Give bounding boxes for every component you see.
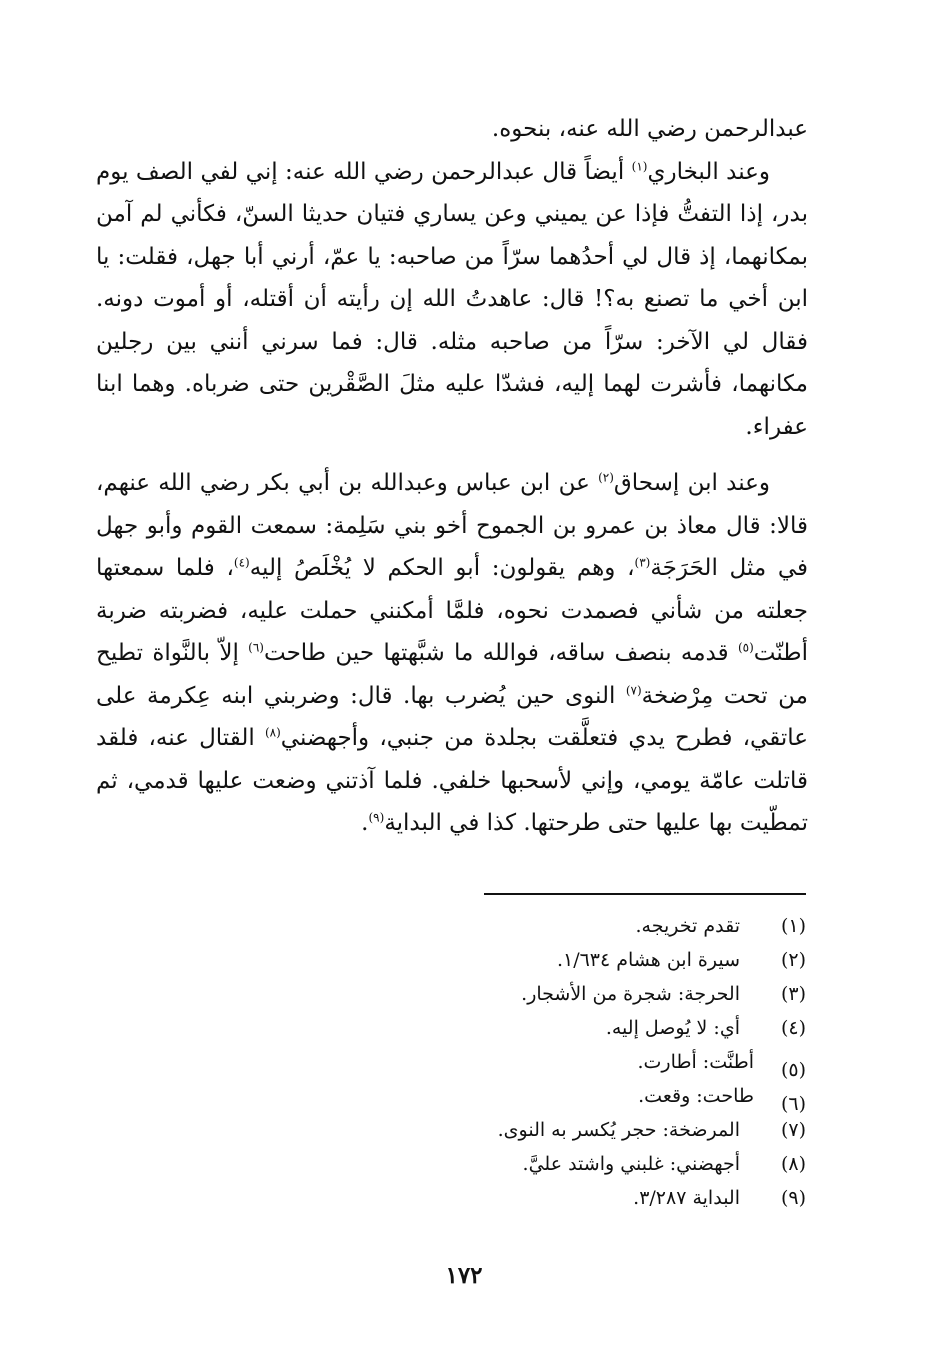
footnote-text: تقدم تخريجه. xyxy=(635,915,740,937)
footnote-text: طاحت: وقعت. xyxy=(638,1085,754,1107)
text-run: القتال عنه، فلقد قاتلت عامّة يومي، وإني لأسحبها خلفي. فلما آذتني وضعت عليها قدمي، ثم تمطّيت بها عليها حتى طرحتها. كذا في البداية xyxy=(96,725,808,836)
footnote-number: (٨) xyxy=(780,1153,806,1175)
footnote-ref[interactable]: (٩) xyxy=(368,810,385,825)
footnote-item xyxy=(400,978,806,1012)
footnote-item xyxy=(400,1114,806,1148)
footnote-ref[interactable]: (٣) xyxy=(634,555,651,570)
footnote-item xyxy=(400,1080,806,1114)
footnote-text: أي: لا يُوصل إليه. xyxy=(605,1017,740,1039)
text-run: وعند ابن إسحاق xyxy=(613,470,770,496)
footnote-item xyxy=(400,1148,806,1182)
footnote-number: (٩) xyxy=(780,1187,806,1209)
text-run: عن ابن عباس وعبدالله بن أبي بكر رضي الله عنهم، قالا: قال معاذ بن عمرو بن الجموح أخو بني سَلِمة: سمعت القوم وأبو جهل في مثل الحَرَجَة xyxy=(96,470,808,581)
footnote-text: أطنَّت: أطارت. xyxy=(637,1051,754,1073)
footnote-number: (٥) xyxy=(780,1059,806,1081)
footnote-text: البداية ٣/٢٨٧. xyxy=(633,1187,740,1209)
text-run: ، فلما سمعتها جعلته من شأني فصمدت نحوه، فلمَّا أمكنني حملت عليه، فضربته ضربة أطنّت xyxy=(96,555,808,666)
footnote-number: (٧) xyxy=(780,1119,806,1141)
main-text xyxy=(96,108,808,845)
footnote-ref[interactable]: (٨) xyxy=(264,725,281,740)
footnote-number: (٤) xyxy=(780,1017,806,1039)
text-run: . xyxy=(361,810,369,836)
footnote-text: المرضخة: حجر يُكسر به النوى. xyxy=(497,1119,740,1141)
footnote-text: الحرجة: شجرة من الأشجار. xyxy=(521,983,740,1005)
footnote-ref[interactable]: (٥) xyxy=(737,640,754,655)
text-run: ، وهم يقولون: أبو الحكم لا يُخْلَصُ إليه xyxy=(249,555,635,581)
footnote-text: سيرة ابن هشام ١/٦٣٤. xyxy=(556,949,740,971)
page-number: ١٧٢ xyxy=(445,1262,483,1289)
footnotes xyxy=(400,910,806,1216)
footnote-ref[interactable]: (٢) xyxy=(598,470,614,485)
footnote-ref[interactable]: (٧) xyxy=(625,682,642,697)
footnote-ref[interactable]: (٦) xyxy=(248,640,264,655)
text-run: وعند البخاري xyxy=(647,158,770,185)
footnote-item xyxy=(400,1046,806,1080)
footnote-text: أجهضني: غلبني واشتد عليَّ. xyxy=(522,1153,740,1175)
text-run: إلاّ بالنَّواة تطيح من تحت مِرْضخة xyxy=(96,640,808,709)
text-run: عبدالرحمن رضي الله عنه، بنحوه. xyxy=(491,116,808,142)
paragraph-continuation xyxy=(96,108,808,151)
text-run: أيضاً قال عبدالرحمن رضي الله عنه: إني لفي الصف يوم بدر، إذا التفتُّ فإذا عن يميني وعن يساري فتيان حديثا السنّ، فكأني لم آمن بمكانهما، إذ قال لي أحدُهما سرّاً من صاحبه: يا عمّ، أرني أبا جهل، فقلت: يا ابن أخي ما تصنع به؟! قال: عاهدتُ الله إن رأيته أن أقتله، أو أموت دونه. فقال لي الآخر: سرّاً من صاحبه مثله. قال: فما سرني أنني بين رجلين مكانهما، فأشرت لهما إليه، فشدّا عليه مثلَ الصَّقْرين حتى ضرباه. وهما ابنا عفراء. xyxy=(96,158,808,440)
footnote-ref[interactable]: (٤) xyxy=(233,555,250,570)
paragraph-ibn-ishaq xyxy=(96,462,808,845)
footnote-number: (٦) xyxy=(780,1093,806,1115)
text-run: قدمه بنصف ساقه، فوالله ما شبَّهتها حين طاحت xyxy=(263,640,738,666)
footnote-number: (٢) xyxy=(780,949,806,971)
footnote-item xyxy=(400,944,806,978)
paragraph-bukhari xyxy=(96,151,808,449)
footnote-number: (٣) xyxy=(780,983,806,1005)
footnote-item xyxy=(400,1182,806,1216)
footnote-item xyxy=(400,910,806,944)
footnote-number: (١) xyxy=(780,915,806,937)
footnote-item xyxy=(400,1012,806,1046)
footnote-ref[interactable]: (١) xyxy=(631,158,648,173)
footnote-divider xyxy=(484,893,806,895)
text-run: النوى حين يُضرب بها. قال: وضربني ابنه عِكرمة على عاتقي، فطرح يدي فتعلَّقت بجلدة من جنبي، وأجهضني xyxy=(96,682,808,751)
